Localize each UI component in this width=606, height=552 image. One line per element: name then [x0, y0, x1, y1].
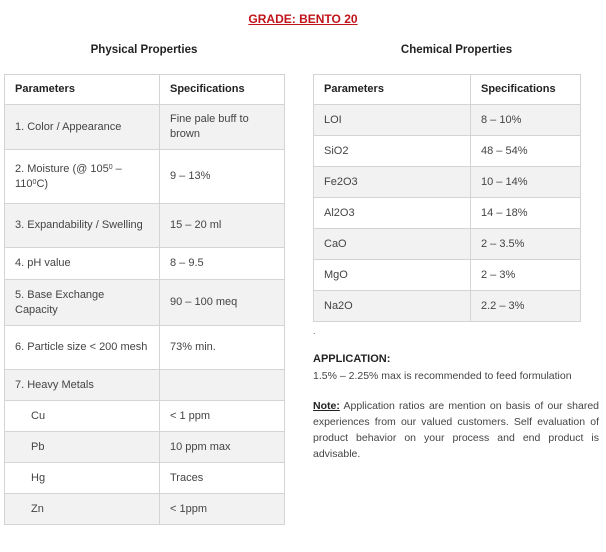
parameter-cell: Zn	[5, 494, 160, 525]
table-row	[5, 105, 285, 150]
column-header-specifications: Specifications	[160, 75, 285, 105]
specification-cell: 73% min.	[160, 326, 285, 370]
specification-cell: < 1ppm	[160, 494, 285, 525]
specification-cell: 15 – 20 ml	[160, 204, 285, 248]
specification-cell: 10 – 14%	[471, 167, 581, 198]
specification-cell	[160, 370, 285, 401]
table-row	[314, 198, 581, 229]
application-heading: APPLICATION:	[313, 353, 391, 365]
specification-cell: 2.2 – 3%	[471, 291, 581, 322]
specification-cell: Traces	[160, 463, 285, 494]
parameter-cell: 6. Particle size < 200 mesh	[5, 326, 160, 370]
table-row	[5, 370, 285, 401]
table-row	[5, 150, 285, 204]
parameter-cell: Fe2O3	[314, 167, 471, 198]
table-row	[314, 105, 581, 136]
table-row	[314, 136, 581, 167]
specification-cell: 2 – 3.5%	[471, 229, 581, 260]
column-header-parameters: Parameters	[5, 75, 160, 105]
specification-cell: 10 ppm max	[160, 432, 285, 463]
table-header-row	[5, 75, 285, 105]
parameter-cell: 1. Color / Appearance	[5, 105, 160, 150]
table-row	[314, 291, 581, 322]
note-label: Note:	[313, 400, 340, 412]
table-row	[5, 494, 285, 525]
parameter-cell: 3. Expandability / Swelling	[5, 204, 160, 248]
table-row	[314, 167, 581, 198]
parameter-cell: 5. Base Exchange Capacity	[5, 280, 160, 326]
column-header-specifications: Specifications	[471, 75, 581, 105]
parameter-cell: 7. Heavy Metals	[5, 370, 160, 401]
table-row	[314, 260, 581, 291]
note-paragraph	[313, 398, 599, 462]
table-header-row	[314, 75, 581, 105]
parameter-cell: 4. pH value	[5, 248, 160, 280]
specification-cell: Fine pale buff to brown	[160, 105, 285, 150]
specification-cell: 2 – 3%	[471, 260, 581, 291]
specification-cell: < 1 ppm	[160, 401, 285, 432]
parameter-cell: Cu	[5, 401, 160, 432]
parameter-cell: SiO2	[314, 136, 471, 167]
table-row	[5, 463, 285, 494]
table-row	[314, 229, 581, 260]
note-text: Application ratios are mention on basis of our shared experiences from our valued customers. Self evaluation of product behavior on your process and end product is advisable.	[313, 400, 599, 460]
specification-cell: 48 – 54%	[471, 136, 581, 167]
parameter-cell: Pb	[5, 432, 160, 463]
table-row	[5, 204, 285, 248]
specification-cell: 90 – 100 meq	[160, 280, 285, 326]
parameter-cell: Hg	[5, 463, 160, 494]
stray-dot: .	[313, 326, 316, 336]
specification-cell: 9 – 13%	[160, 150, 285, 204]
table-row	[5, 432, 285, 463]
parameter-cell: 2. Moisture (@ $105^0 - 110^0C$)	[5, 150, 160, 204]
specification-cell: 8 – 10%	[471, 105, 581, 136]
table-row	[5, 401, 285, 432]
table-row	[5, 326, 285, 370]
parameter-cell: LOI	[314, 105, 471, 136]
parameter-cell: MgO	[314, 260, 471, 291]
table-row	[5, 248, 285, 280]
table-row	[5, 280, 285, 326]
specification-cell: 8 – 9.5	[160, 248, 285, 280]
physical-properties-table	[4, 74, 285, 525]
parameter-cell: Na2O	[314, 291, 471, 322]
chemical-properties-table	[313, 74, 581, 322]
column-header-parameters: Parameters	[314, 75, 471, 105]
specification-cell: 14 – 18%	[471, 198, 581, 229]
chemical-properties-heading: Chemical Properties	[400, 44, 513, 56]
grade-title: GRADE: BENTO 20	[248, 12, 358, 26]
parameter-cell: CaO	[314, 229, 471, 260]
physical-properties-heading: Physical Properties	[90, 44, 198, 56]
parameter-cell: Al2O3	[314, 198, 471, 229]
application-text: 1.5% – 2.25% max is recommended to feed formulation	[313, 370, 572, 382]
